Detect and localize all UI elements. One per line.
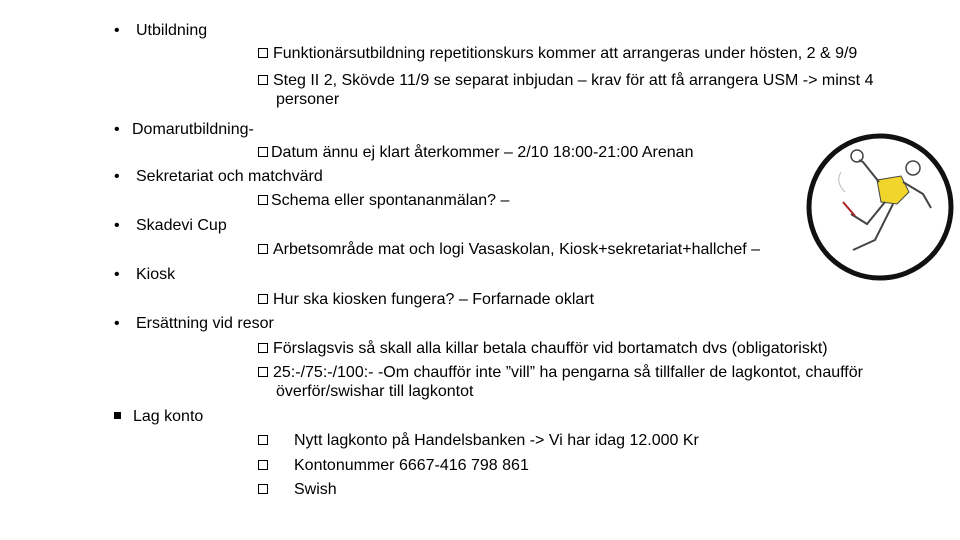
checkbox-bullet-icon — [258, 195, 268, 205]
list-item: Schema eller spontananmälan? – — [258, 191, 509, 210]
bullet-icon: • — [114, 168, 120, 185]
list-item: Hur ska kiosken fungera? – Forfarnade oklart — [258, 290, 594, 309]
bullet-icon: • — [114, 121, 120, 138]
checkbox-bullet-icon — [258, 48, 268, 58]
checkbox-bullet-icon — [258, 367, 268, 377]
bullet-icon: • — [114, 217, 120, 234]
list-item: Arbetsområde mat och logi Vasaskolan, Kiosk+sekretariat+hallchef – — [258, 240, 760, 259]
list-item: Nytt lagkonto på Handelsbanken -> Vi har idag 12.000 Kr — [258, 431, 699, 450]
section-heading-ersattning: • Ersättning vid resor — [114, 315, 274, 332]
list-item: Swish — [258, 480, 337, 499]
list-item: Kontonummer 6667-416 798 861 — [258, 456, 529, 475]
checkbox-bullet-icon — [258, 244, 268, 254]
bullet-icon: • — [114, 315, 120, 332]
list-item: Funktionärsutbildning repetitionskurs kommer att arrangeras under hösten, 2 & 9/9 — [258, 44, 857, 63]
checkbox-bullet-icon — [258, 435, 268, 445]
list-item-continuation: överför/swishar till lagkontot — [276, 383, 474, 400]
checkbox-bullet-icon — [258, 484, 268, 494]
list-item: 25:-/75:-/100:- -Om chaufför inte ”vill” ha pengarna så tillfaller de lagkontot, chaufför — [258, 363, 863, 382]
bullet-icon: • — [114, 22, 120, 39]
handball-player-icon — [805, 132, 955, 282]
section-heading-lag-konto: Lag konto — [114, 407, 203, 426]
list-item: Förslagsvis så skall alla killar betala chaufför vid bortamatch dvs (obligatoriskt) — [258, 339, 828, 358]
list-item: Datum ännu ej klart återkommer – 2/10 18:00-21:00 Arenan — [258, 143, 693, 162]
section-heading-skadevi-cup: • Skadevi Cup — [114, 217, 227, 234]
checkbox-bullet-icon — [258, 343, 268, 353]
list-item: Steg II 2, Skövde 11/9 se separat inbjudan – krav för att få arrangera USM -> minst 4 — [258, 71, 873, 90]
list-item-continuation: personer — [276, 91, 340, 108]
bullet-icon: • — [114, 266, 120, 283]
checkbox-bullet-icon — [258, 147, 268, 157]
section-heading-domarutbildning: • Domarutbildning- — [114, 121, 254, 138]
checkbox-bullet-icon — [258, 75, 268, 85]
section-heading-kiosk: • Kiosk — [114, 266, 176, 283]
square-bullet-icon — [114, 412, 121, 419]
section-heading-utbildning: • Utbildning — [114, 22, 208, 39]
checkbox-bullet-icon — [258, 460, 268, 470]
section-heading-sekretariat: • Sekretariat och matchvärd — [114, 168, 323, 185]
checkbox-bullet-icon — [258, 294, 268, 304]
